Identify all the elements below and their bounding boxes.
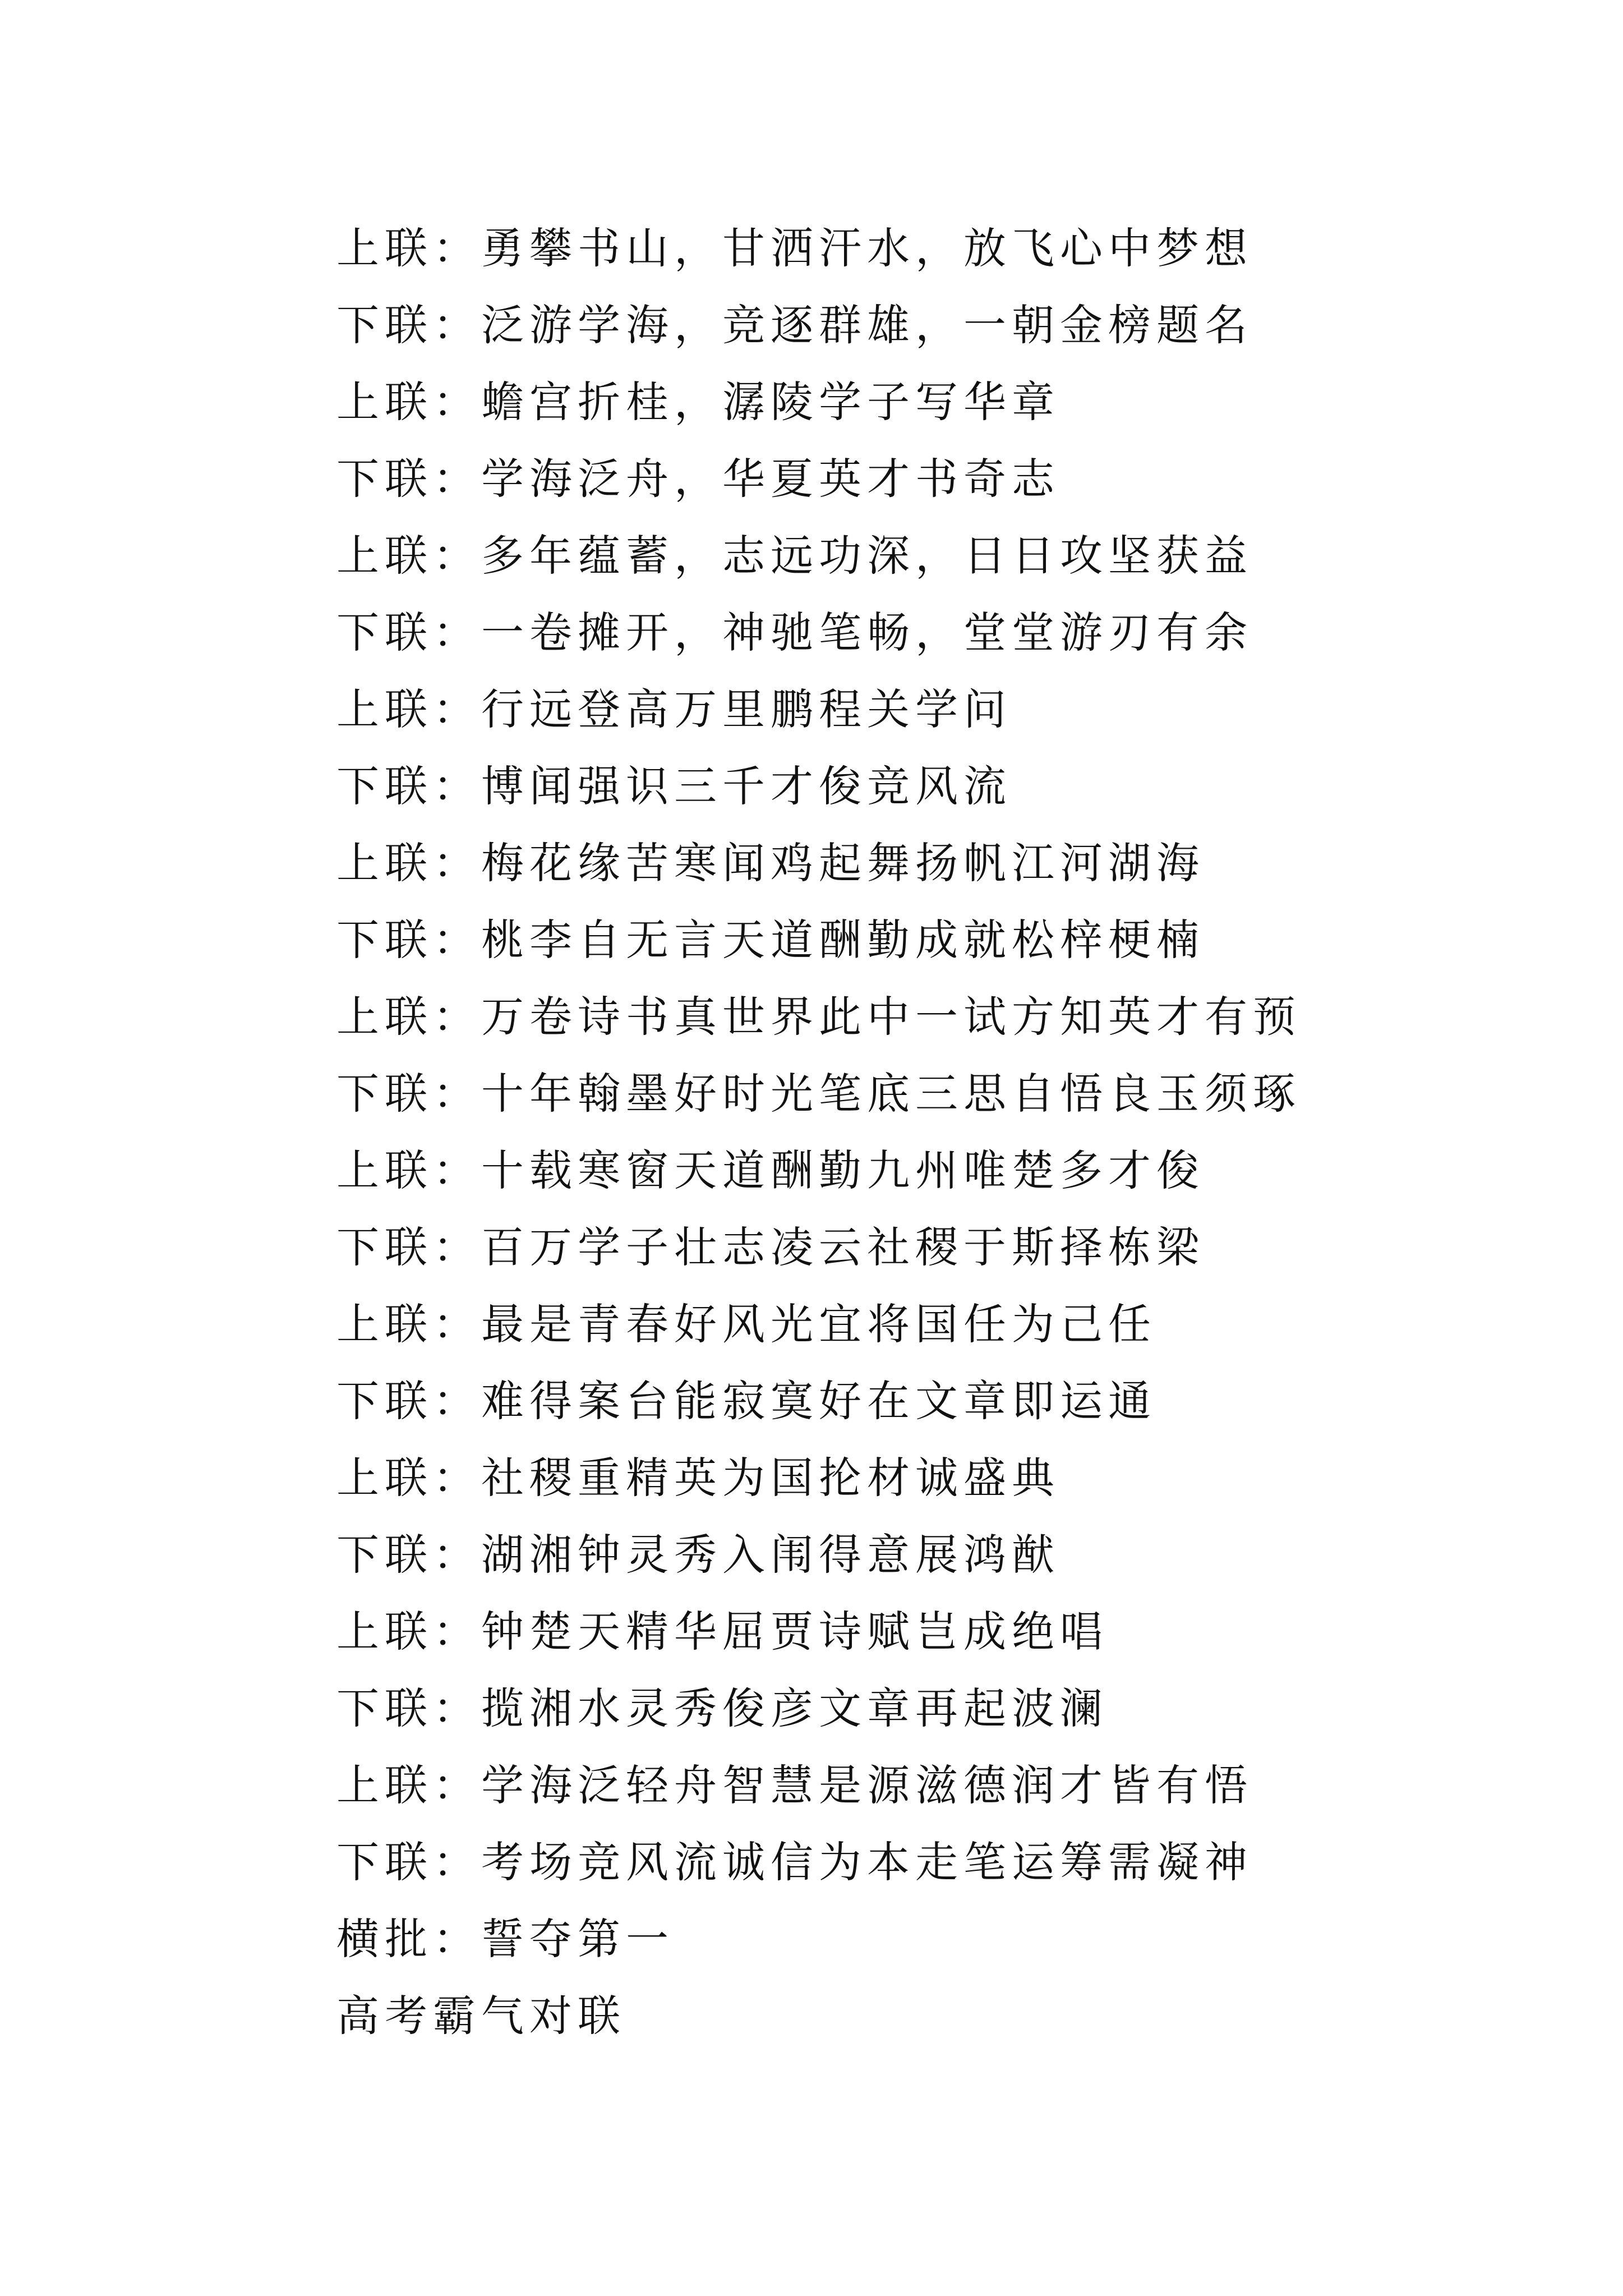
- text-line: 上联：勇攀书山，甘洒汗水，放飞心中梦想: [336, 223, 1253, 273]
- couplet-list: [336, 210, 1514, 2054]
- text-line: 上联：社稷重精英为国抡材诚盛典: [336, 1453, 1060, 1503]
- text-line: 下联：泛游学海，竞逐群雄，一朝金榜题名: [336, 300, 1253, 350]
- text-line: 下联：一卷摊开，神驰笔畅，堂堂游刃有余: [336, 608, 1253, 657]
- text-line: 下联：十年翰墨好时光笔底三思自悟良玉须琢: [336, 1069, 1301, 1119]
- text-line: 上联：钟楚天精华屈贾诗赋岂成绝唱: [336, 1607, 1108, 1657]
- text-line: 下联：湖湘钟灵秀入闱得意展鸿猷: [336, 1530, 1060, 1580]
- text-line: 上联：学海泛轻舟智慧是源滋德润才皆有悟: [336, 1760, 1253, 1810]
- text-line: 上联：行远登高万里鹏程关学问: [336, 684, 1012, 734]
- text-line: 上联：多年蕴蓄，志远功深，日日攻坚获益: [336, 531, 1253, 581]
- text-line: 上联：蟾宫折桂，潺陵学子写华章: [336, 377, 1060, 427]
- text-line: 下联：难得案台能寂寞好在文章即运通: [336, 1376, 1156, 1426]
- text-line: 上联：万卷诗书真世界此中一试方知英才有预: [336, 992, 1301, 1042]
- text-line: 下联：博闻强识三千才俊竞风流: [336, 761, 1012, 811]
- text-line: 横批：誓夺第一: [336, 1914, 674, 1964]
- text-line: 下联：百万学子壮志凌云社稷于斯择栋梁: [336, 1222, 1205, 1272]
- text-line: 下联：桃李自无言天道酬勤成就松梓梗楠: [336, 915, 1205, 965]
- text-line: 下联：考场竞风流诚信为本走笔运筹需凝神: [336, 1837, 1253, 1887]
- text-line: 高考霸气对联: [336, 1991, 626, 2041]
- text-line: 上联：最是青春好风光宜将国任为己任: [336, 1299, 1156, 1349]
- text-line: 上联：十载寒窗天道酬勤九州唯楚多才俊: [336, 1145, 1205, 1195]
- text-line: 下联：揽湘水灵秀俊彦文章再起波澜: [336, 1683, 1108, 1733]
- text-line: 下联：学海泛舟，华夏英才书奇志: [336, 454, 1060, 504]
- text-line: 上联：梅花缘苦寒闻鸡起舞扬帆江河湖海: [336, 838, 1205, 888]
